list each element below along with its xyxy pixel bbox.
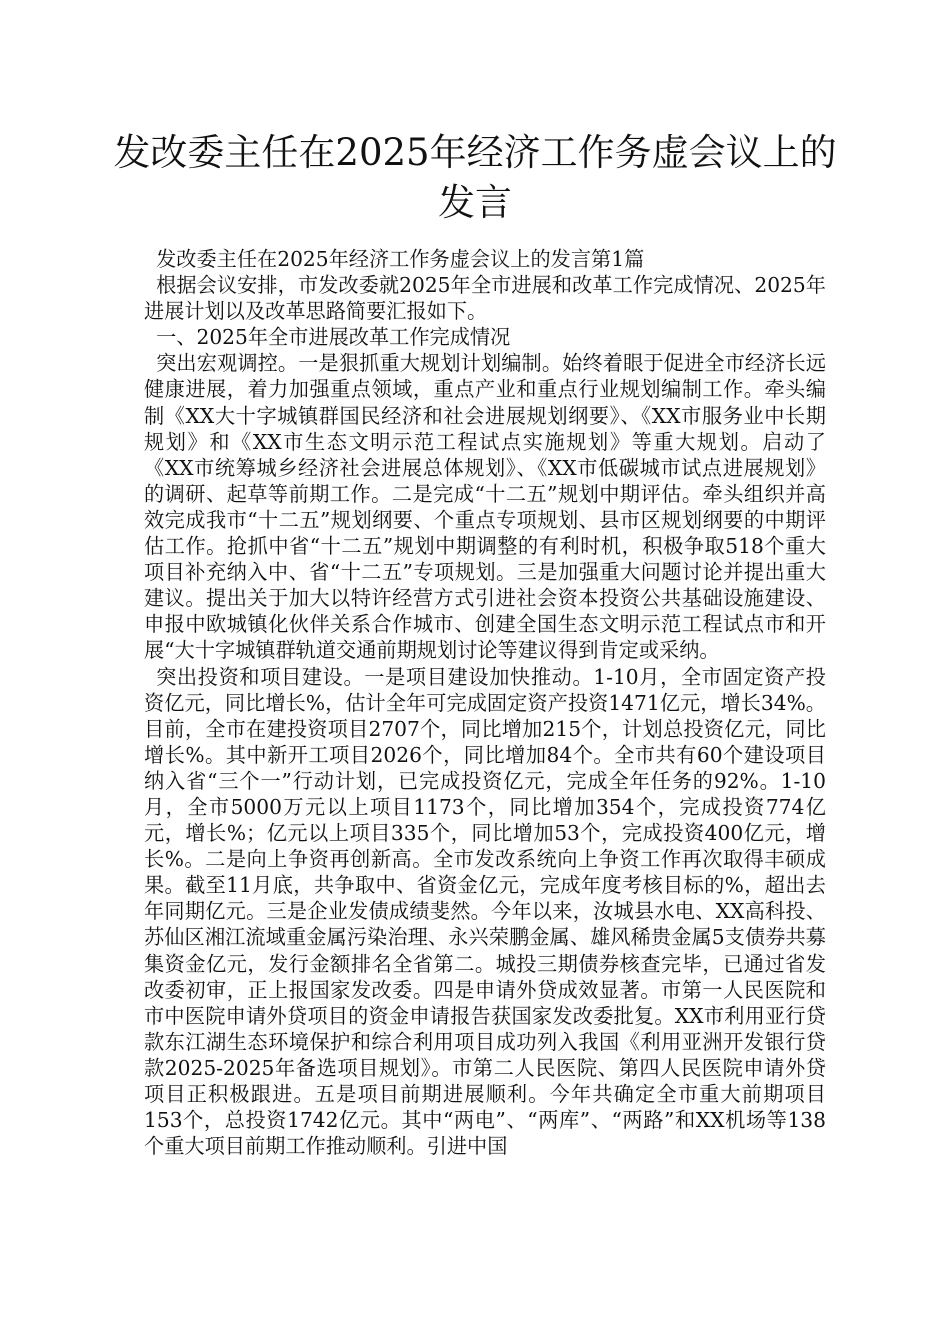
section-heading: 一、2025年全市进展改革工作完成情况 (156, 325, 511, 350)
document-title: 发改委主任在2025年经济工作务虚会议上的发言 (113, 131, 837, 224)
document-body (144, 246, 826, 1159)
body-paragraph-investment: 突出投资和项目建设。一是项目建设加快推动。1-10月，全市固定资产投资亿元，同比增长%，估计全年可完成固定资产投资1471亿元，增长34%。目前，全市在建投资项目2707个，同比增加215个，计划总投资亿元，同比增长%。其中新开工项目2026个，同比增加84个。全市共有60个建设项目纳入省“三个一”行动计划，已完成投资亿元，完成全年任务的92%。1-10月，全市5000万元以上项目1173个，同比增加354个，完成投资774亿元，增长%；亿元以上项目335个，同比增加53个，完成投资400亿元，增长%。二是向上争资再创新高。全市发改系统向上争资工作再次取得丰硕成果。截至11月底，共争取中、省资金亿元，完成年度考核目标的%，超出去年同期亿元。三是企业发债成绩斐然。今年以来，汝城县水电、XX高科投、苏仙区湘江流域重金属污染治理、永兴荣鹏金属、雄风稀贵金属5支债券共募集资金亿元，发行金额排名全省第二。城投三期债券核查完毕，已通过省发改委初审，正上报国家发改委。四是申请外贷成效显著。市第一人民医院和市中医院申请外贷项目的资金申请报告获国家发改委批复。XX市利用亚行贷款东江湖生态环境保护和综合利用项目成功列入我国《利用亚洲开发银行贷款2025-2025年备选项目规划》。市第二人民医院、第四人民医院申请外贷项目正积极跟进。五是项目前期进展顺利。今年共确定全市重大前期项目153个，总投资1742亿元。其中“两电”、“两库”、“两路”和XX机场等138个重大项目前期工作推动顺利。引进中国 (144, 664, 826, 1159)
body-paragraph-macro-control: 突出宏观调控。一是狠抓重大规划计划编制。始终着眼于促进全市经济长远健康进展，着力加强重点领域，重点产业和重点行业规划编制工作。牵头编制《XX大十字城镇群国民经济和社会进展规划纲要》、《XX市服务业中长期规划》和《XX市生态文明示范工程试点实施规划》等重大规划。启动了《XX市统筹城乡经济社会进展总体规划》、《XX市低碳城市试点进展规划》的调研、起草等前期工作。二是完成“十二五”规划中期评估。牵头组织并高效完成我市“十二五”规划纲要、个重点专项规划、县市区规划纲要的中期评估工作。抢抓中省“十二五”规划中期调整的有利时机，积极争取518个重大项目补充纳入中、省“十二五”专项规划。三是加强重大问题讨论并提出重大建议。提出关于加大以特许经营方式引进社会资本投资公共基础设施建设、申报中欧城镇化伙伴关系合作城市、创建全国生态文明示范工程试点市和开展“大十字城镇群轨道交通前期规划讨论等建议得到肯定或采纳。 (144, 351, 826, 663)
intro-paragraph: 根据会议安排，市发改委就2025年全市进展和改革工作完成情况、2025年进展计划以及改革思路简要汇报如下。 (144, 273, 826, 324)
section-subtitle: 发改委主任在2025年经济工作务虚会议上的发言第1篇 (156, 247, 645, 271)
